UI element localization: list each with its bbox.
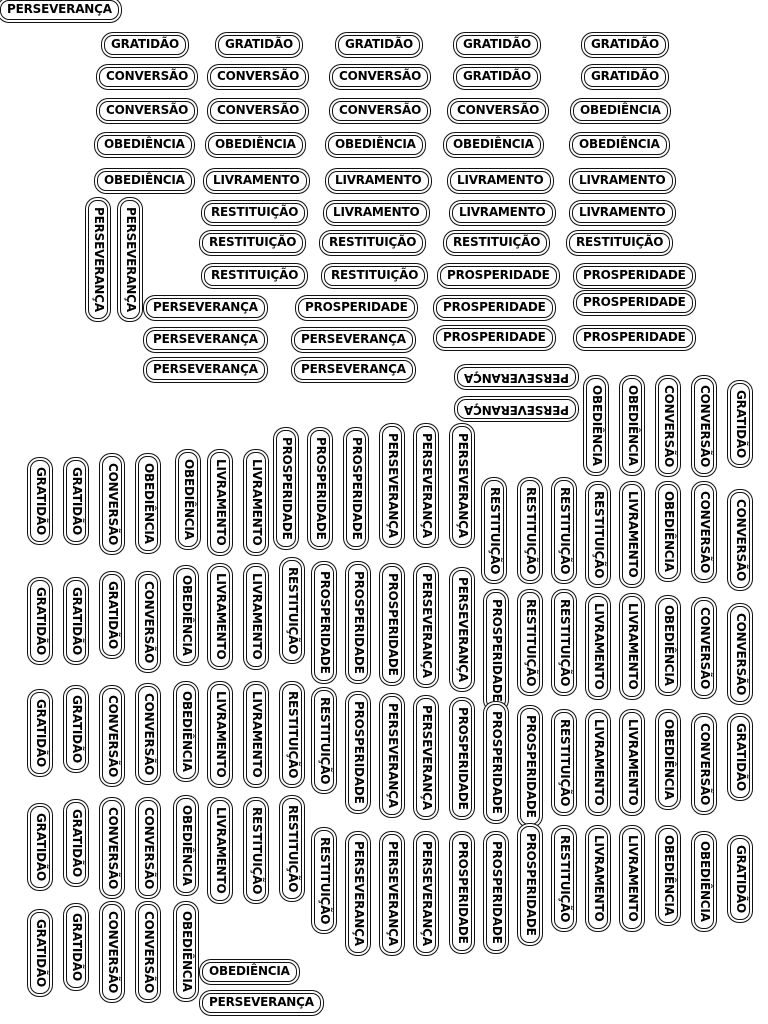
word-sticker: OBEDIÊNCIA bbox=[572, 135, 667, 155]
word-sticker: CONVERSÃO bbox=[332, 67, 428, 87]
word-sticker: PERSEVERANÇA bbox=[416, 566, 436, 685]
word-sticker: OBEDIÊNCIA bbox=[573, 101, 668, 121]
word-sticker: CONVERSÃO bbox=[102, 456, 122, 552]
word-sticker: OBEDIÊNCIA bbox=[176, 568, 196, 663]
word-sticker: RESTITUIÇÃO bbox=[282, 798, 302, 899]
word-sticker: PROSPERIDADE bbox=[382, 566, 402, 683]
word-sticker: CONVERSÃO bbox=[138, 686, 158, 782]
word-sticker: OBEDIÊNCIA bbox=[694, 834, 714, 929]
word-sticker: PERSEVERANÇA bbox=[416, 834, 436, 953]
word-sticker: OBEDIÊNCIA bbox=[658, 598, 678, 693]
word-sticker: CONVERSÃO bbox=[658, 378, 678, 474]
word-sticker: RESTITUIÇÃO bbox=[246, 800, 266, 901]
word-sticker: PROSPERIDADE bbox=[576, 328, 693, 348]
word-sticker: OBEDIÊNCIA bbox=[658, 712, 678, 807]
word-sticker: OBEDIÊNCIA bbox=[658, 484, 678, 579]
word-sticker: OBEDIÊNCIA bbox=[97, 135, 192, 155]
word-sticker: PROSPERIDADE bbox=[520, 708, 540, 825]
word-sticker: LIVRAMENTO bbox=[206, 171, 307, 191]
word-sticker: GRATIDÃO bbox=[584, 35, 666, 55]
word-sticker: RESTITUIÇÃO bbox=[520, 480, 540, 581]
word-sticker: PROSPERIDADE bbox=[452, 834, 472, 951]
word-sticker: CONVERSÃO bbox=[102, 904, 122, 1000]
word-sticker: LIVRAMENTO bbox=[622, 596, 642, 697]
word-sticker: PERSEVERANÇA bbox=[457, 367, 576, 387]
word-sticker: GRATIDÃO bbox=[218, 35, 300, 55]
word-sticker: OBEDIÊNCIA bbox=[586, 378, 606, 473]
word-sticker: CONVERSÃO bbox=[210, 101, 306, 121]
word-sticker: PROSPERIDADE bbox=[440, 266, 557, 286]
word-sticker: LIVRAMENTO bbox=[452, 203, 553, 223]
word-sticker: RESTITUIÇÃO bbox=[322, 233, 423, 253]
word-sticker: LIVRAMENTO bbox=[210, 566, 230, 667]
word-sticker: RESTITUIÇÃO bbox=[282, 560, 302, 661]
word-sticker: PROSPERIDADE bbox=[486, 704, 506, 821]
word-sticker: PROSPERIDADE bbox=[314, 564, 334, 681]
word-sticker: LIVRAMENTO bbox=[246, 452, 266, 553]
word-sticker: GRATIDÃO bbox=[730, 838, 750, 920]
word-sticker: CONVERSÃO bbox=[694, 716, 714, 812]
word-sticker: OBEDIÊNCIA bbox=[176, 904, 196, 999]
word-sticker: PROSPERIDADE bbox=[452, 700, 472, 817]
word-sticker: CONVERSÃO bbox=[102, 688, 122, 784]
word-sticker: CONVERSÃO bbox=[99, 101, 195, 121]
word-sticker: GRATIDÃO bbox=[102, 574, 122, 656]
word-sticker: GRATIDÃO bbox=[104, 35, 186, 55]
word-sticker: GRATIDÃO bbox=[338, 35, 420, 55]
word-sticker: RESTITUIÇÃO bbox=[314, 690, 334, 791]
word-sticker: LIVRAMENTO bbox=[622, 484, 642, 585]
word-sticker: LIVRAMENTO bbox=[588, 712, 608, 813]
word-sticker: PROSPERIDADE bbox=[486, 834, 506, 951]
word-sticker: PERSEVERANÇA bbox=[416, 698, 436, 817]
word-sticker: PERSEVERANÇA bbox=[294, 330, 413, 350]
word-sticker: PROSPERIDADE bbox=[310, 430, 330, 547]
word-sticker: OBEDIÊNCIA bbox=[446, 135, 541, 155]
word-sticker: CONVERSÃO bbox=[694, 600, 714, 696]
word-sticker: GRATIDÃO bbox=[30, 692, 50, 774]
word-sticker: CONVERSÃO bbox=[99, 67, 195, 87]
word-sticker: OBEDIÊNCIA bbox=[202, 962, 297, 982]
word-sticker: PROSPERIDADE bbox=[298, 298, 415, 318]
word-sticker: PROSPERIDADE bbox=[576, 266, 693, 286]
word-sticker: PROSPERIDADE bbox=[436, 328, 553, 348]
word-sticker: OBEDIÊNCIA bbox=[178, 452, 198, 547]
word-sticker: GRATIDÃO bbox=[30, 580, 50, 662]
word-sticker: LIVRAMENTO bbox=[246, 566, 266, 667]
word-sticker: LIVRAMENTO bbox=[572, 171, 673, 191]
word-sticker: PROSPERIDADE bbox=[276, 430, 296, 547]
word-sticker: RESTITUIÇÃO bbox=[554, 828, 574, 929]
word-sticker: RESTITUIÇÃO bbox=[202, 233, 303, 253]
word-sticker: CONVERSÃO bbox=[210, 67, 306, 87]
word-sticker: PROSPERIDADE bbox=[576, 293, 693, 313]
word-sticker: GRATIDÃO bbox=[66, 580, 86, 662]
word-sticker: OBEDIÊNCIA bbox=[208, 135, 303, 155]
word-sticker: LIVRAMENTO bbox=[588, 596, 608, 697]
word-sticker: CONVERSÃO bbox=[138, 800, 158, 896]
word-sticker: LIVRAMENTO bbox=[622, 712, 642, 813]
word-sticker: PERSEVERANÇA bbox=[457, 399, 576, 419]
word-sticker: GRATIDÃO bbox=[30, 806, 50, 888]
word-sticker: RESTITUIÇÃO bbox=[282, 684, 302, 785]
word-sticker: GRATIDÃO bbox=[30, 912, 50, 994]
word-sticker: RESTITUIÇÃO bbox=[204, 203, 305, 223]
word-sticker: CONVERSÃO bbox=[730, 492, 750, 588]
word-sticker: LIVRAMENTO bbox=[622, 828, 642, 929]
word-sticker: PERSEVERANÇA bbox=[452, 570, 472, 689]
word-sticker: LIVRAMENTO bbox=[588, 828, 608, 929]
word-sticker: LIVRAMENTO bbox=[210, 452, 230, 553]
word-sticker: PERSEVERANÇA bbox=[120, 200, 140, 319]
word-sticker: LIVRAMENTO bbox=[450, 171, 551, 191]
word-sticker: CONVERSÃO bbox=[138, 904, 158, 1000]
word-sticker: OBEDIÊNCIA bbox=[138, 456, 158, 551]
word-sticker: PERSEVERANÇA bbox=[416, 426, 436, 545]
word-sticker: RESTITUIÇÃO bbox=[520, 592, 540, 693]
word-sticker: PERSEVERANÇA bbox=[348, 834, 368, 953]
word-sticker: OBEDIÊNCIA bbox=[176, 798, 196, 893]
word-sticker: OBEDIÊNCIA bbox=[622, 378, 642, 473]
word-sticker: PERSEVERANÇA bbox=[382, 834, 402, 953]
word-sticker: PROSPERIDADE bbox=[348, 694, 368, 811]
word-sticker: RESTITUIÇÃO bbox=[204, 266, 305, 286]
word-sticker: LIVRAMENTO bbox=[210, 800, 230, 901]
word-sticker: PROSPERIDADE bbox=[346, 430, 366, 547]
word-sticker: CONVERSÃO bbox=[730, 606, 750, 702]
word-sticker: OBEDIÊNCIA bbox=[328, 135, 423, 155]
word-sticker: OBEDIÊNCIA bbox=[176, 684, 196, 779]
word-sticker: GRATIDÃO bbox=[730, 383, 750, 465]
word-sticker: PROSPERIDADE bbox=[348, 564, 368, 681]
word-sticker: LIVRAMENTO bbox=[572, 203, 673, 223]
word-sticker: RESTITUIÇÃO bbox=[314, 830, 334, 931]
word-sticker: PERSEVERANÇA bbox=[0, 0, 119, 20]
word-sticker: CONVERSÃO bbox=[332, 101, 428, 121]
word-sticker: PERSEVERANÇA bbox=[88, 200, 108, 319]
word-sticker: RESTITUIÇÃO bbox=[554, 480, 574, 581]
word-sticker: PROSPERIDADE bbox=[520, 826, 540, 943]
word-sticker: GRATIDÃO bbox=[66, 460, 86, 542]
word-sticker: CONVERSÃO bbox=[694, 378, 714, 474]
word-sticker: PERSEVERANÇA bbox=[452, 426, 472, 545]
word-sticker: PERSEVERANÇA bbox=[202, 993, 321, 1013]
word-sticker: RESTITUIÇÃO bbox=[446, 233, 547, 253]
word-sticker: RESTITUIÇÃO bbox=[484, 480, 504, 581]
word-sticker: RESTITUIÇÃO bbox=[554, 712, 574, 813]
word-sticker: GRATIDÃO bbox=[730, 716, 750, 798]
word-sticker: GRATIDÃO bbox=[66, 802, 86, 884]
word-sticker: RESTITUIÇÃO bbox=[588, 484, 608, 585]
word-sticker: PERSEVERANÇA bbox=[382, 426, 402, 545]
word-sticker: CONVERSÃO bbox=[694, 484, 714, 580]
word-sticker: PERSEVERANÇA bbox=[294, 360, 413, 380]
word-sticker: LIVRAMENTO bbox=[246, 684, 266, 785]
word-sticker: GRATIDÃO bbox=[66, 688, 86, 770]
word-sticker: OBEDIÊNCIA bbox=[658, 828, 678, 923]
word-sticker: GRATIDÃO bbox=[456, 67, 538, 87]
word-sticker: PERSEVERANÇA bbox=[146, 330, 265, 350]
word-sticker: GRATIDÃO bbox=[456, 35, 538, 55]
word-sticker: GRATIDÃO bbox=[66, 906, 86, 988]
word-sticker: PROSPERIDADE bbox=[436, 298, 553, 318]
word-sticker: CONVERSÃO bbox=[102, 800, 122, 896]
word-sticker: PROSPERIDADE bbox=[486, 592, 506, 709]
word-sticker: LIVRAMENTO bbox=[210, 684, 230, 785]
word-sticker: CONVERSÃO bbox=[138, 574, 158, 670]
word-sticker: PERSEVERANÇA bbox=[146, 298, 265, 318]
word-sticker: CONVERSÃO bbox=[450, 101, 546, 121]
word-sticker: GRATIDÃO bbox=[584, 67, 666, 87]
word-sticker: RESTITUIÇÃO bbox=[569, 233, 670, 253]
word-sticker: LIVRAMENTO bbox=[328, 171, 429, 191]
word-sticker: PERSEVERANÇA bbox=[382, 696, 402, 815]
word-sticker: RESTITUIÇÃO bbox=[324, 266, 425, 286]
word-sticker: OBEDIÊNCIA bbox=[97, 171, 192, 191]
word-sticker: RESTITUIÇÃO bbox=[554, 592, 574, 693]
word-sticker: GRATIDÃO bbox=[30, 460, 50, 542]
word-sticker: PERSEVERANÇA bbox=[146, 360, 265, 380]
word-sticker: LIVRAMENTO bbox=[326, 203, 427, 223]
